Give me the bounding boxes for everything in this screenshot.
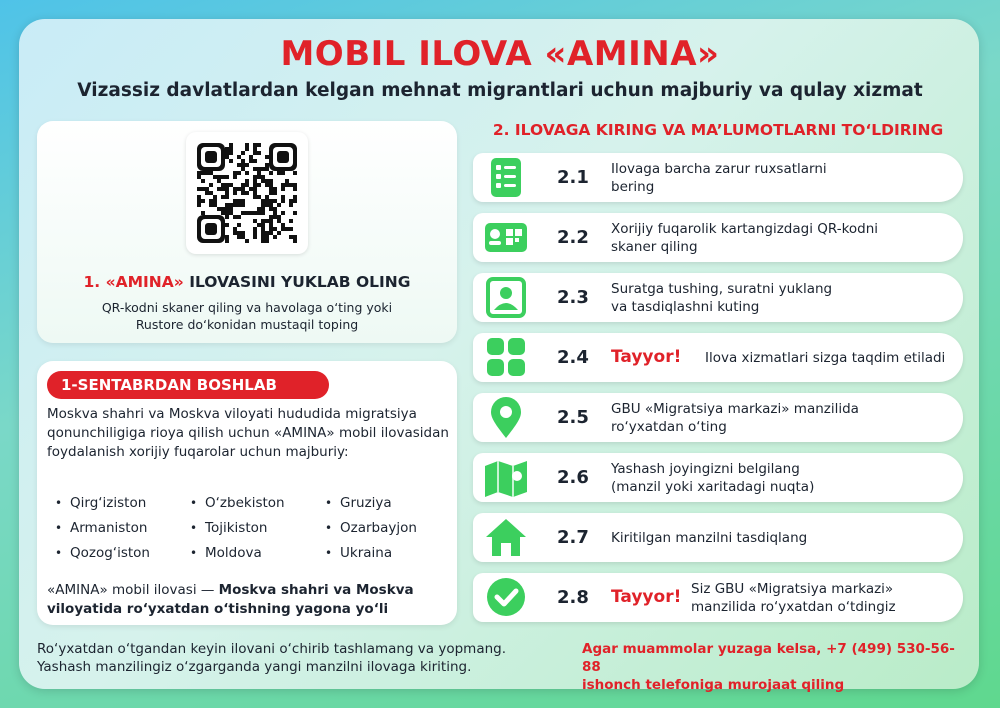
footer-note-line1: Ro‘yxatdan o‘tgandan keyin ilovani o‘chirib tashlamang va yopmang.	[37, 641, 507, 657]
step-number: 2.1	[557, 167, 589, 188]
house-icon	[483, 516, 529, 559]
step-number: 2.2	[557, 227, 589, 248]
qr-code-graphic	[186, 132, 308, 254]
step-text-line1: Ilova xizmatlari sizga taqdim etiladi	[705, 349, 946, 366]
step-text-line1: Ilovaga barcha zarur ruxsatlarni	[611, 160, 827, 177]
hotline-line2: ishonch telefoniga murojaat qiling	[582, 677, 845, 693]
step-description	[611, 513, 807, 562]
step-text-line1: Kiritilgan manzilni tasdiqlang	[611, 529, 808, 546]
face-scan-icon	[483, 276, 529, 319]
step-description	[611, 213, 878, 262]
app-grid-icon	[483, 336, 529, 379]
step-number: 2.3	[557, 287, 589, 308]
step-row	[473, 453, 963, 502]
country-item: • Ukraina	[340, 544, 392, 562]
footer-note-line2: Yashash manzilingiz o‘zgarganda yangi manzilni ilovaga kiriting.	[37, 659, 472, 675]
step-description	[611, 153, 827, 202]
step-text-line2: ro‘yxatdan o‘ting	[611, 418, 727, 435]
step-row	[473, 393, 963, 442]
start-date-badge: 1-SENTABRDAN BOSHLAB	[47, 371, 329, 399]
step-text-line1: Yashash joyingizni belgilang	[611, 460, 800, 477]
step1-app-name: «AMINA»	[105, 273, 184, 291]
step1-panel	[37, 121, 457, 343]
info-panel	[37, 361, 457, 625]
step-description	[611, 453, 814, 502]
footer-note	[37, 640, 557, 676]
step1-title-rest: ILOVASINI YUKLAB OLING	[189, 273, 411, 291]
step-description	[611, 393, 859, 442]
page-title: MOBIL ILOVA «AMINA»	[280, 34, 720, 74]
hotline-line1: Agar muammolar yuzaga kelsa, +7 (499) 530-56-88	[582, 641, 955, 675]
step1-text-line2: Rustore do‘konidan mustaqil toping	[135, 317, 359, 332]
step-row	[473, 513, 963, 562]
step-text-line2: skaner qiling	[611, 238, 698, 255]
step-text-line1: Suratga tushing, suratni yuklang	[611, 280, 833, 297]
step-description	[705, 333, 945, 382]
info-footnote	[47, 581, 452, 619]
country-item: • Moldova	[205, 544, 262, 562]
country-item: • Qozog‘iston	[70, 544, 150, 562]
map-icon	[483, 456, 529, 499]
step-text-line2: (manzil yoki xaritadagi nuqta)	[611, 478, 815, 495]
country-item: • O‘zbekiston	[205, 494, 285, 512]
page-subtitle: Vizassiz davlatlardan kelgan mehnat migrantlari uchun majburiy va qulay xizmat	[77, 80, 923, 101]
step1-description	[37, 299, 457, 333]
ready-label: Tayyor!	[611, 347, 682, 367]
step-row	[473, 213, 963, 262]
step-text-line2: va tasdiqlashni kuting	[611, 298, 760, 315]
step-text-line1: GBU «Migratsiya markazi» manzilida	[611, 400, 859, 417]
check-circle-icon	[483, 576, 529, 619]
country-item: • Ozarbayjon	[340, 519, 417, 537]
countries-list	[55, 494, 450, 569]
step-number: 2.6	[557, 467, 589, 488]
step-row	[473, 153, 963, 202]
step-text-line1: Xorijiy fuqarolik kartangizdagi QR-kodni	[611, 220, 879, 237]
country-item: • Gruziya	[340, 494, 392, 512]
step1-number: 1.	[83, 273, 101, 291]
step1-text-line1: QR-kodni skaner qiling va havolaga o‘ting yoki	[101, 300, 393, 315]
step-row	[473, 273, 963, 322]
step-description	[611, 273, 832, 322]
step-number: 2.4	[557, 347, 589, 368]
step-text-line2: bering	[611, 178, 655, 195]
country-item: • Qirg‘iziston	[70, 494, 146, 512]
info-text: Moskva shahri va Moskva viloyati hududida migratsiya qonunchiligiga rioya qilish uchun «AMINA» mobil ilovasidan foydalanish xorijiy fuqarolar uchun majburiy:	[47, 406, 449, 460]
step-row	[473, 333, 963, 382]
step-number: 2.8	[557, 587, 589, 608]
step-number: 2.5	[557, 407, 589, 428]
step-description	[691, 573, 896, 622]
info-foot-normal: «AMINA» mobil ilovasi —	[47, 582, 219, 598]
country-item: • Armaniston	[70, 519, 147, 537]
location-pin-icon	[483, 396, 529, 439]
step-text-line2: manzilida ro‘yxatdan o‘tdingiz	[691, 598, 896, 615]
hotline-note	[582, 640, 972, 694]
step-row	[473, 573, 963, 622]
id-card-icon	[483, 216, 529, 259]
section2-title: 2. ILOVAGA KIRING VA MA’LUMOTLARNI TO‘LDIRING	[492, 121, 944, 139]
country-item: • Tojikiston	[205, 519, 267, 537]
qr-code[interactable]	[186, 132, 308, 254]
step-text-line1: Siz GBU «Migratsiya markazi»	[691, 580, 894, 597]
step1-title	[37, 273, 457, 291]
step-number: 2.7	[557, 527, 589, 548]
checklist-icon	[483, 156, 529, 199]
info-foot-bold: Moskva shahri va Moskva viloyatida ro‘yxatdan o‘tishning yagona yo‘li	[47, 582, 414, 617]
ready-label: Tayyor!	[611, 587, 682, 607]
